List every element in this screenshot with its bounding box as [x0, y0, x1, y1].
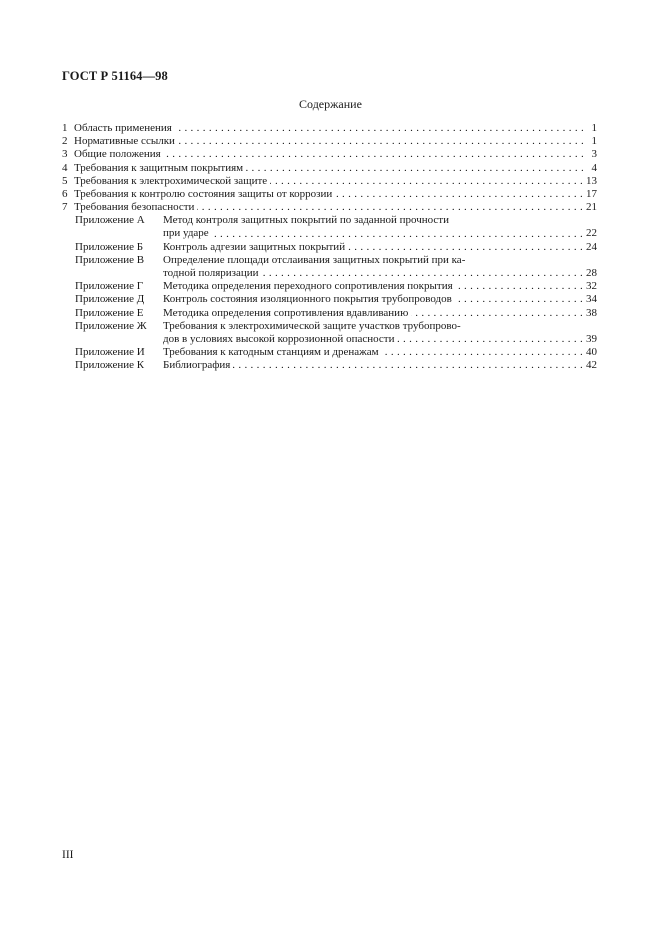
appendix-label: Приложение К	[75, 359, 145, 372]
toc-entry-appendix-v-continued[interactable]	[62, 267, 597, 280]
leader-dots	[335, 188, 583, 201]
section-title: Требования к защитным покрытиям	[74, 161, 244, 174]
toc-entry-section-1[interactable]	[62, 122, 597, 135]
section-number: 2	[62, 135, 68, 148]
toc-entry-appendix-zh-continued[interactable]	[62, 333, 597, 346]
appendix-title-continued: тодной поляризации	[163, 267, 259, 280]
appendix-title: Требования к катодным станциям и дренажам	[163, 346, 379, 359]
leader-dots	[270, 175, 583, 188]
section-title: Требования к электрохимической защите	[74, 174, 268, 187]
appendix-label: Приложение Ж	[75, 319, 147, 332]
leader-dots	[397, 333, 583, 346]
table-of-contents	[62, 122, 597, 373]
page-ref: 42	[586, 359, 597, 372]
appendix-title: Методика определения сопротивления вдавливанию	[163, 306, 409, 319]
leader-dots	[456, 280, 583, 293]
leader-dots	[233, 359, 583, 372]
appendix-label: Приложение Г	[75, 280, 144, 293]
toc-entry-section-6[interactable]	[62, 188, 597, 201]
page-ref: 28	[586, 267, 597, 280]
leader-dots	[348, 241, 583, 254]
page-ref: 24	[586, 240, 597, 253]
leader-dots	[262, 267, 583, 280]
toc-entry-appendix-k[interactable]	[62, 359, 597, 372]
appendix-title: Библиография	[163, 359, 231, 372]
section-number: 1	[62, 121, 68, 134]
appendix-title: Требования к электрохимической защите участков трубопрово-	[163, 319, 461, 332]
section-number: 6	[62, 187, 68, 200]
section-number: 3	[62, 148, 68, 161]
leader-dots	[382, 346, 583, 359]
appendix-title: Определение площади отслаивания защитных покрытий при ка-	[163, 253, 466, 266]
appendix-title: Контроль адгезии защитных покрытий	[163, 240, 346, 253]
appendix-label: Приложение Б	[75, 240, 144, 253]
toc-entry-appendix-b[interactable]	[62, 241, 597, 254]
leader-dots	[164, 148, 584, 161]
appendix-title: Метод контроля защитных покрытий по заданной прочности	[163, 214, 449, 227]
page-number: III	[62, 849, 74, 861]
page-ref: 22	[586, 227, 597, 240]
toc-entry-appendix-g[interactable]	[62, 280, 597, 293]
section-title: Общие положения	[74, 148, 161, 161]
page-ref: 1	[591, 121, 597, 134]
toc-entry-appendix-v[interactable]	[62, 254, 597, 267]
appendix-title: Методика определения переходного сопротивления покрытия	[163, 280, 453, 293]
page-ref: 3	[591, 148, 597, 161]
appendix-label: Приложение Е	[75, 306, 144, 319]
toc-entry-appendix-a-continued[interactable]	[62, 228, 597, 241]
page-ref: 21	[586, 201, 597, 214]
leader-dots	[246, 162, 584, 175]
page-ref: 40	[586, 346, 597, 359]
toc-entry-appendix-i[interactable]	[62, 346, 597, 359]
toc-entry-appendix-zh[interactable]	[62, 320, 597, 333]
section-number: 4	[62, 161, 68, 174]
appendix-label: Приложение В	[75, 253, 145, 266]
toc-title: Содержание	[299, 97, 362, 111]
appendix-label: Приложение Д	[75, 293, 145, 306]
section-title: Нормативные ссылки	[74, 135, 175, 148]
page-ref: 38	[586, 306, 597, 319]
leader-dots	[455, 293, 583, 306]
leader-dots	[178, 135, 584, 148]
page-ref: 17	[586, 187, 597, 200]
leader-dots	[197, 201, 583, 214]
toc-entry-appendix-a[interactable]	[62, 214, 597, 227]
page-ref: 1	[591, 135, 597, 148]
toc-entry-section-3[interactable]	[62, 148, 597, 161]
section-number: 7	[62, 201, 68, 214]
leader-dots	[175, 122, 584, 135]
toc-entry-section-4[interactable]	[62, 162, 597, 175]
appendix-title-continued: при ударе	[163, 227, 209, 240]
toc-entry-section-7[interactable]	[62, 201, 597, 214]
page-ref: 32	[586, 280, 597, 293]
appendix-label: Приложение А	[75, 214, 145, 227]
page-ref: 4	[591, 161, 597, 174]
toc-entry-appendix-e[interactable]	[62, 307, 597, 320]
appendix-label: Приложение И	[75, 346, 145, 359]
page-ref: 34	[586, 293, 597, 306]
toc-entry-appendix-d[interactable]	[62, 293, 597, 306]
toc-entry-section-5[interactable]	[62, 175, 597, 188]
leader-dots	[212, 228, 583, 241]
section-title: Требования безопасности	[74, 201, 195, 214]
section-title: Требования к контролю состояния защиты от коррозии	[74, 187, 333, 200]
leader-dots	[411, 307, 583, 320]
section-title: Область применения	[74, 121, 172, 134]
appendix-title: Контроль состояния изоляционного покрытия трубопроводов	[163, 293, 452, 306]
page-ref: 39	[586, 332, 597, 345]
page-ref: 13	[586, 174, 597, 187]
document-code: ГОСТ Р 51164—98	[62, 69, 168, 83]
section-number: 5	[62, 174, 68, 187]
toc-entry-section-2[interactable]	[62, 135, 597, 148]
appendix-title-continued: дов в условиях высокой коррозионной опасности	[163, 332, 395, 345]
